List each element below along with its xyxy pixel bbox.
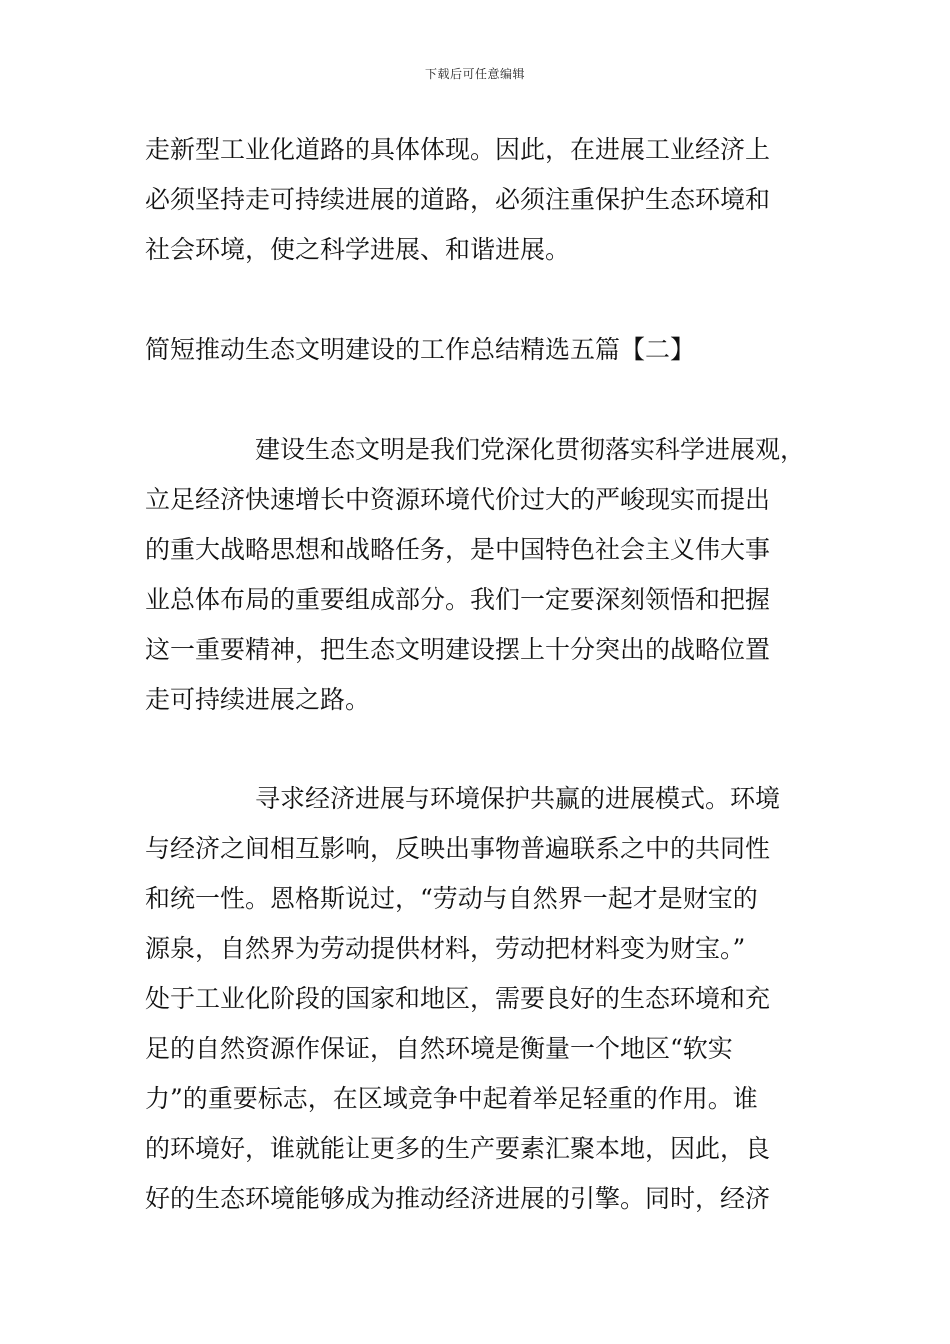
text-line: 寻求经济进展与环境保护共赢的进展模式。环境 [255,784,781,813]
text-line: 处于工业化阶段的国家和地区，需要良好的生态环境和充 [145,984,771,1013]
text-line: 力”的重要标志，在区域竞争中起着举足轻重的作用。谁 [145,1084,758,1113]
page-header: 下载后可任意编辑 [424,67,525,81]
text-line: 建设生态文明是我们党深化贯彻落实科学进展观， [255,435,806,464]
text-line: 业总体布局的重要组成部分。我们一定要深刻领悟和把握 [145,585,771,614]
text-line: 走可持续进展之路。 [145,685,371,714]
text-line: 的环境好，谁就能让更多的生产要素汇聚本地，因此，良 [145,1134,771,1163]
text-line: 足的自然资源作保证，自然环境是衡量一个地区“软实 [145,1034,733,1063]
text-line: 和统一性。恩格斯说过，“劳动与自然界一起才是财宝的 [145,884,758,913]
text-line: 立足经济快速增长中资源环境代价过大的严峻现实而提出 [145,485,771,514]
heading-line: 简短推动生态文明建设的工作总结精选五篇【二】 [145,335,696,364]
text-line: 社会环境，使之科学进展、和谐进展。 [145,235,571,264]
text-line: 与经济之间相互影响，反映出事物普遍联系之中的共同性 [145,834,771,863]
text-line: 的重大战略思想和战略任务，是中国特色社会主义伟大事 [145,535,771,564]
text-line: 必须坚持走可持续进展的道路，必须注重保护生态环境和 [145,185,771,214]
text-line: 源泉，自然界为劳动提供材料，劳动把材料变为财宝。” [145,934,746,963]
text-line: 这一重要精神，把生态文明建设摆上十分突出的战略位置 [145,635,771,664]
text-line: 走新型工业化道路的具体体现。因此，在进展工业经济上 [145,135,771,164]
text-line: 好的生态环境能够成为推动经济进展的引擎。同时，经济 [145,1184,771,1213]
